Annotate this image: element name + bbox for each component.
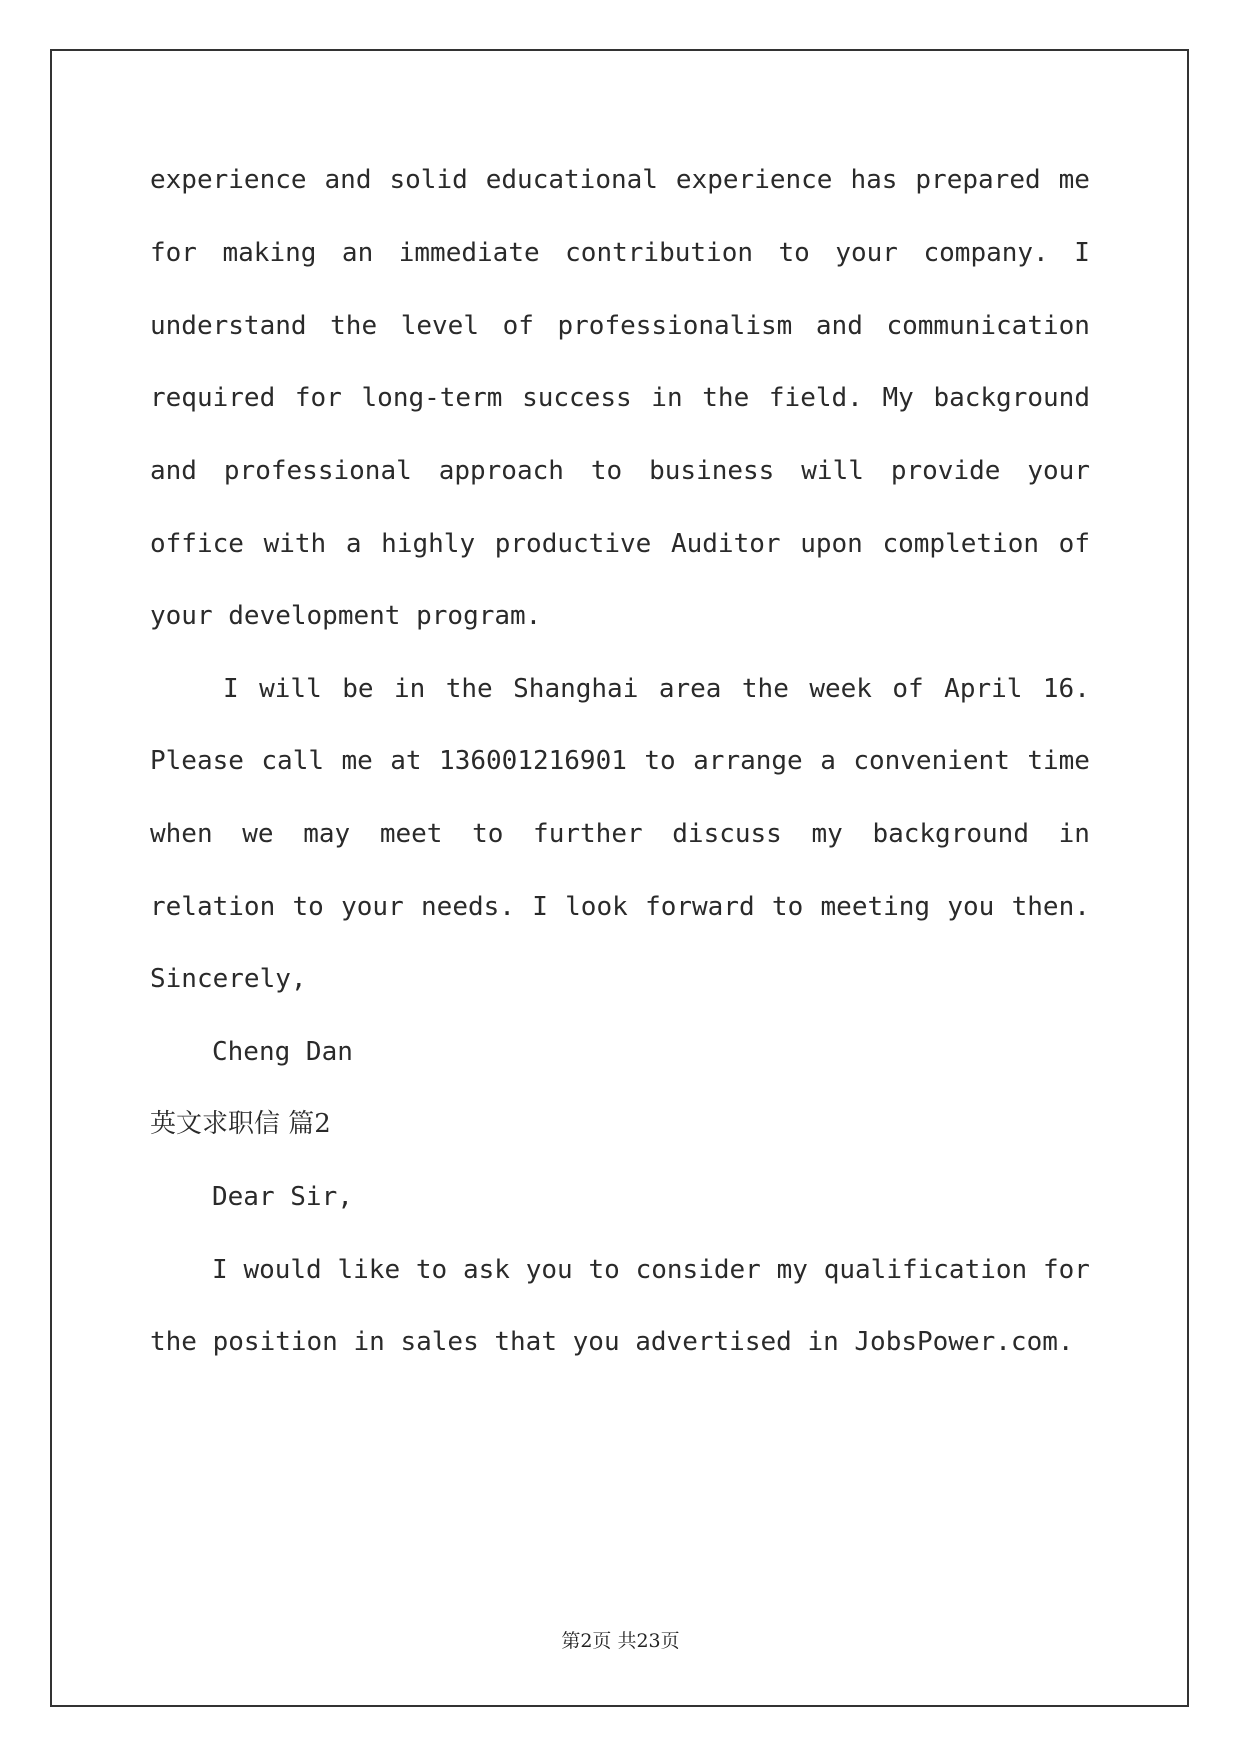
word: to [771,892,804,922]
word: you [525,1255,573,1285]
word: completion [882,529,1040,559]
word: company. [923,238,1049,268]
text-line [150,814,1090,854]
word: business [649,456,775,486]
word: like [337,1255,401,1285]
word: office [150,529,244,559]
word: in [1058,819,1090,849]
word: will [259,674,322,704]
word: will [801,456,864,486]
word: would [243,1255,322,1285]
word: professional [223,456,412,486]
page-border [50,49,1189,1707]
word: experience [150,165,307,195]
word: long-term [361,383,503,413]
word: experience [675,165,833,195]
word: we [242,819,274,849]
text-line: the position in sales that you advertised in JobsPower.com. [150,1327,1074,1357]
word: an [341,238,374,268]
word: the [445,674,493,704]
word: has [850,165,898,195]
word: upon [800,529,863,559]
word: me [1058,165,1090,195]
word: level [400,311,479,341]
word: your [341,892,404,922]
word: of [1058,529,1090,559]
word: solid [389,165,468,195]
word: highly [381,529,476,559]
word: then. [1011,892,1090,922]
word: discuss [672,819,782,849]
word: provide [890,456,1001,486]
text-line [150,741,1090,781]
greeting: Dear Sir, [212,1182,353,1212]
word: the [702,383,750,413]
word: background [933,383,1090,413]
word: meet [379,819,443,849]
word: my [776,1255,808,1285]
word: you [947,892,995,922]
word: of [502,311,534,341]
word: to [472,819,504,849]
word: and [324,165,372,195]
word: qualification [823,1255,1028,1285]
word: and [815,311,863,341]
text-line [223,669,1090,709]
word: your [1027,456,1090,486]
word: area [658,674,722,704]
text-line [150,306,1090,346]
word: 16. [1042,674,1090,704]
word: needs. [421,892,515,922]
word: time [1027,746,1090,776]
text-line [150,451,1090,491]
word: approach [438,456,564,486]
text-line [150,378,1090,418]
text-line [150,160,1090,200]
word: the [741,674,789,704]
word: to [590,456,623,486]
word: a [345,529,362,559]
word: 136001216901 [439,746,627,776]
word: me [341,746,373,776]
word: to [292,892,324,922]
word: prepared [915,165,1041,195]
word: to [588,1255,620,1285]
signature-name: Cheng Dan [212,1037,353,1067]
word: contribution [565,238,753,268]
word: I [532,892,548,922]
text-line [212,1250,1090,1290]
word: ask [463,1255,510,1285]
word: professionalism [557,311,793,341]
word: forward [645,892,755,922]
word: my [811,819,843,849]
word: week [809,674,872,704]
word: productive [494,529,652,559]
word: April [944,674,1023,704]
word: may [303,819,351,849]
word: to [644,746,676,776]
word: Auditor [670,529,781,559]
word: of [892,674,924,704]
word: for [1042,1255,1090,1285]
word: to [778,238,810,268]
word: communication [886,311,1090,341]
word: be [342,674,374,704]
closing-salutation: Sincerely, [150,964,307,994]
word: at [390,746,422,776]
word: for [150,238,197,268]
word: your [835,238,898,268]
word: Please [150,746,244,776]
word: success [522,383,632,413]
word: with [263,529,327,559]
word: consider [635,1255,761,1285]
word: immediate [398,238,540,268]
word: My [882,383,914,413]
word: field. [768,383,863,413]
word: in [393,674,426,704]
word: educational [485,165,658,195]
word: required [150,383,276,413]
word: I [223,674,239,704]
word: a [820,746,836,776]
word: making [222,238,317,268]
word: meeting [820,892,931,922]
word: the [330,311,378,341]
text-line [150,524,1090,564]
word: understand [150,311,307,341]
word: Shanghai [513,674,639,704]
text-line: your development program. [150,601,542,631]
word: relation [150,892,276,922]
word: I [1074,238,1090,268]
word: for [294,383,342,413]
word: further [533,819,643,849]
word: when [150,819,213,849]
page-number: 第2页 共23页 [561,1630,680,1652]
word: call [261,746,325,776]
word: and [150,456,197,486]
word: in [651,383,683,413]
text-line [150,233,1090,273]
word: to [415,1255,448,1285]
word: background [872,819,1029,849]
word: I [212,1255,228,1285]
section-heading: 英文求职信 篇2 [150,1109,331,1139]
word: convenient [853,746,1010,776]
text-line [150,887,1090,927]
word: arrange [693,746,803,776]
word: look [565,892,628,922]
